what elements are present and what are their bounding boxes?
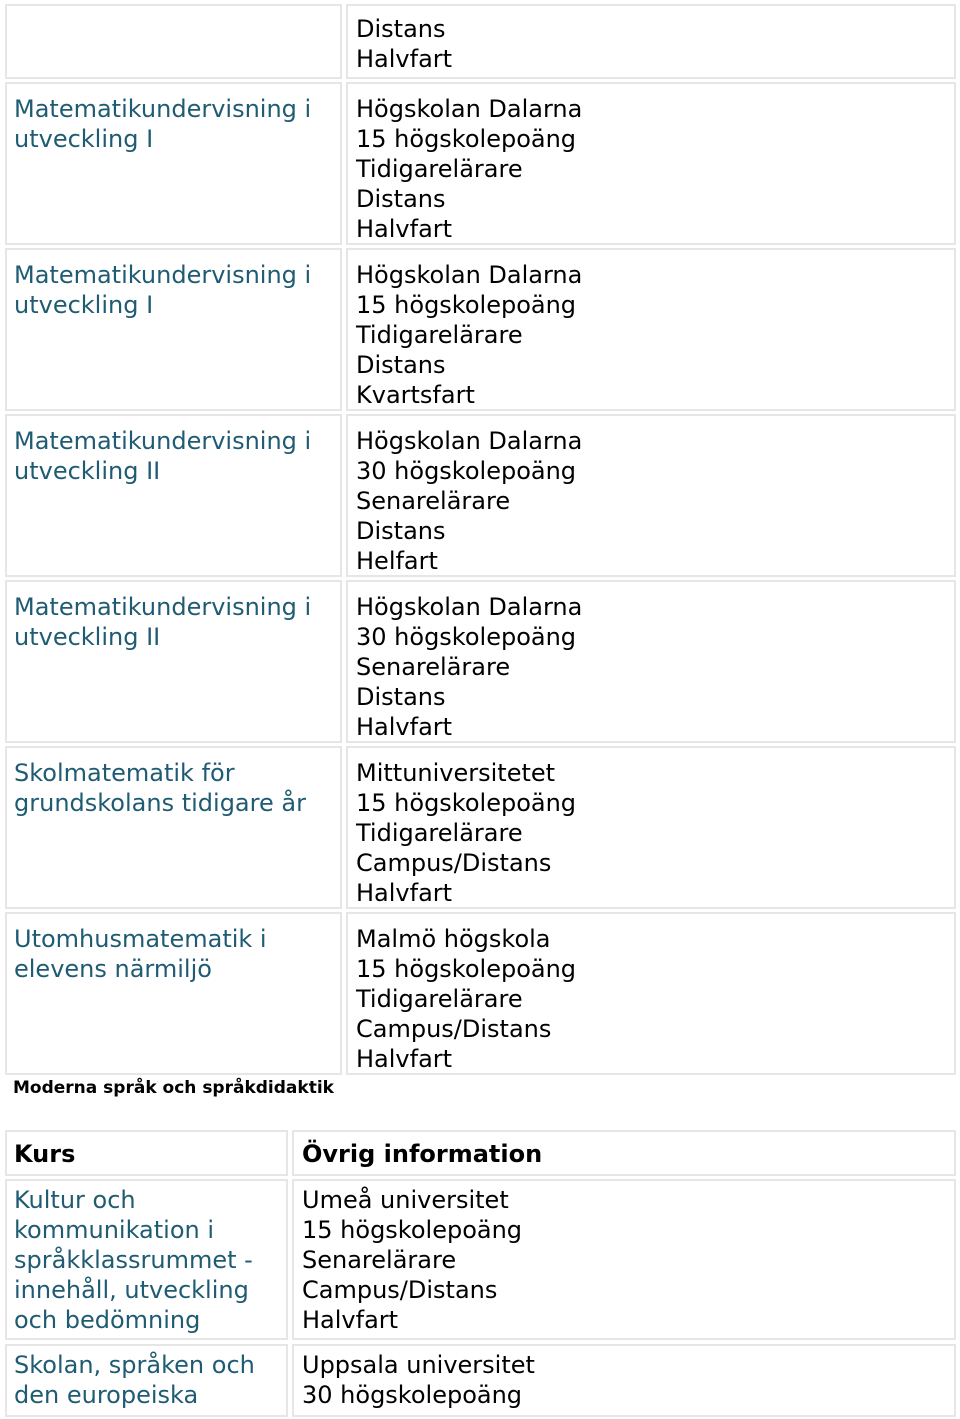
course-name-line: utveckling I [14,125,154,153]
info-line: Uppsala universitet [302,1351,535,1379]
info-line: Högskolan Dalarna [356,427,583,455]
course-name-line: Kultur och [14,1186,136,1214]
info-line: Helfart [356,547,438,575]
course-name-line: Skolan, språken och [14,1351,255,1379]
info-line: Tidigarelärare [356,985,523,1013]
course-name-line: elevens närmiljö [14,955,212,983]
info-line: 15 högskolepoäng [356,125,577,153]
info-line: Halvfart [356,713,453,741]
course-cell [5,746,342,909]
course-name-line: utveckling I [14,291,154,319]
info-line: Högskolan Dalarna [356,261,583,289]
course-name-line: Matematikundervisning i [14,95,312,123]
course-cell [5,1179,288,1340]
course-name-line: Utomhusmatematik i [14,925,267,953]
column-header-info: Övrig information [292,1130,956,1176]
course-cell [5,1344,288,1417]
info-line: 15 högskolepoäng [356,291,577,319]
info-line: 30 högskolepoäng [356,623,577,651]
info-cell [346,414,956,577]
course-cell [5,4,342,79]
course-name-line: Matematikundervisning i [14,593,312,621]
info-line: Distans [356,351,446,379]
info-line: Campus/Distans [356,1015,552,1043]
info-line: Halvfart [356,1045,453,1073]
info-line: Mittuniversitetet [356,759,556,787]
info-line: Senarelärare [356,653,511,681]
info-cell [346,4,956,79]
info-line: Tidigarelärare [356,155,523,183]
info-line: Senarelärare [302,1246,457,1274]
course-name-line: innehåll, utveckling [14,1276,249,1304]
course-cell [5,82,342,245]
info-line: Högskolan Dalarna [356,95,583,123]
info-line: Halvfart [356,879,453,907]
info-line: Malmö högskola [356,925,551,953]
info-cell [292,1179,956,1340]
info-cell [346,82,956,245]
info-line: Distans [356,185,446,213]
info-line: Distans [356,15,446,43]
info-cell [346,580,956,743]
info-line: Halvfart [356,45,453,73]
info-line: 30 högskolepoäng [356,457,577,485]
info-cell [346,912,956,1075]
info-line: Distans [356,517,446,545]
info-line: Distans [356,683,446,711]
info-line: Kvartsfart [356,381,475,409]
info-line: 30 högskolepoäng [302,1381,523,1409]
info-line: Halvfart [356,215,453,243]
info-line: Halvfart [302,1306,399,1334]
info-line: Tidigarelärare [356,321,523,349]
info-cell [346,746,956,909]
section-title: Moderna språk och språkdidaktik [13,1078,334,1098]
course-cell [5,248,342,411]
course-name-line: och bedömning [14,1306,201,1334]
course-name-line: grundskolans tidigare år [14,789,306,817]
course-name-line: Matematikundervisning i [14,261,312,289]
info-line: Tidigarelärare [356,819,523,847]
info-line: 15 högskolepoäng [356,789,577,817]
course-name-line: Skolmatematik för [14,759,235,787]
course-name-line: Matematikundervisning i [14,427,312,455]
course-name-line: utveckling II [14,457,161,485]
course-cell [5,912,342,1075]
course-name-line: kommunikation i [14,1216,215,1244]
course-name-line: utveckling II [14,623,161,651]
info-line: Campus/Distans [356,849,552,877]
course-cell [5,580,342,743]
info-cell [292,1344,956,1417]
info-line: Campus/Distans [302,1276,498,1304]
info-line: 15 högskolepoäng [356,955,577,983]
column-header-course: Kurs [5,1130,288,1176]
info-line: 15 högskolepoäng [302,1216,523,1244]
info-line: Senarelärare [356,487,511,515]
info-cell [346,248,956,411]
course-name-line: den europeiska [14,1381,199,1409]
info-line: Umeå universitet [302,1186,509,1214]
course-name-line: språkklassrummet - [14,1246,253,1274]
course-cell [5,414,342,577]
info-line: Högskolan Dalarna [356,593,583,621]
